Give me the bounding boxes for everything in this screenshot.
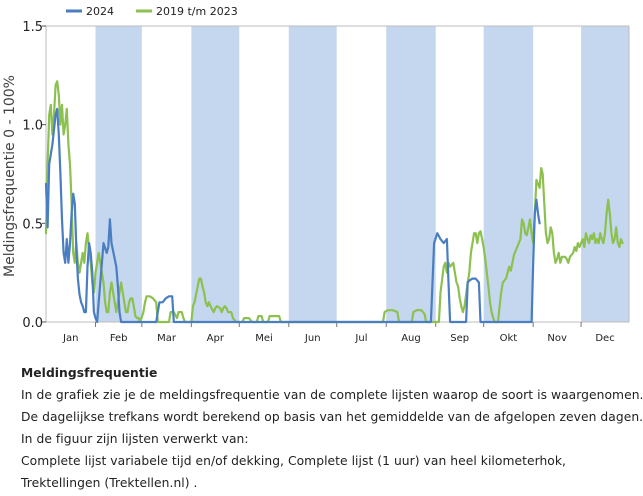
month-shade-apr xyxy=(191,26,239,322)
description-line: In de grafiek zie je de meldingsfrequentie van de complete lijsten waarop de soort is waargenomen. xyxy=(21,388,643,402)
x-tick-label-jan: Jan xyxy=(63,333,79,344)
x-tick-label-apr: Apr xyxy=(206,333,224,344)
x-tick-label-jun: Jun xyxy=(304,333,321,344)
legend xyxy=(66,5,238,18)
x-tick-label-feb: Feb xyxy=(109,333,128,344)
month-shading xyxy=(96,26,629,322)
description-title: Meldingsfrequentie xyxy=(21,366,158,380)
month-shade-okt xyxy=(484,26,534,322)
description-line: Complete lijst variabele tijd en/of dekking, Complete lijst (1 uur) van heel kilometerhok, xyxy=(21,454,567,468)
description xyxy=(21,362,643,494)
month-shade-aug xyxy=(386,26,436,322)
x-tick-label-sep: Sep xyxy=(450,333,470,344)
description-line: In de figuur zijn lijsten verwerkt van: xyxy=(21,432,249,446)
legend-label: 2019 t/m 2023 xyxy=(156,5,238,18)
x-tick-label-dec: Dec xyxy=(595,333,615,344)
month-shade-dec xyxy=(581,26,629,322)
y-tick-label: 0.5 xyxy=(22,217,43,233)
legend-label: 2024 xyxy=(86,5,114,18)
description-line: Trektellingen (Trektellen.nl) . xyxy=(21,476,198,490)
y-axis xyxy=(22,20,46,331)
x-tick-label-jul: Jul xyxy=(355,333,368,344)
x-tick-label-mei: Mei xyxy=(255,333,273,344)
x-tick-label-mar: Mar xyxy=(157,333,177,344)
y-tick-label: 1.5 xyxy=(22,20,43,35)
y-tick-label: 0.0 xyxy=(22,316,43,331)
x-tick-label-aug: Aug xyxy=(401,333,421,344)
description-line: De dagelijkse trefkans wordt berekend op basis van het gemiddelde van de afgelopen zeven dagen. xyxy=(21,410,643,424)
x-tick-label-nov: Nov xyxy=(547,333,567,344)
y-tick-label: 1.0 xyxy=(22,118,43,134)
y-axis-label: Meldingsfrequentie 0 - 100% xyxy=(2,75,18,277)
x-axis xyxy=(62,322,615,344)
month-shade-jun xyxy=(289,26,337,322)
x-tick-label-okt: Okt xyxy=(499,333,518,344)
